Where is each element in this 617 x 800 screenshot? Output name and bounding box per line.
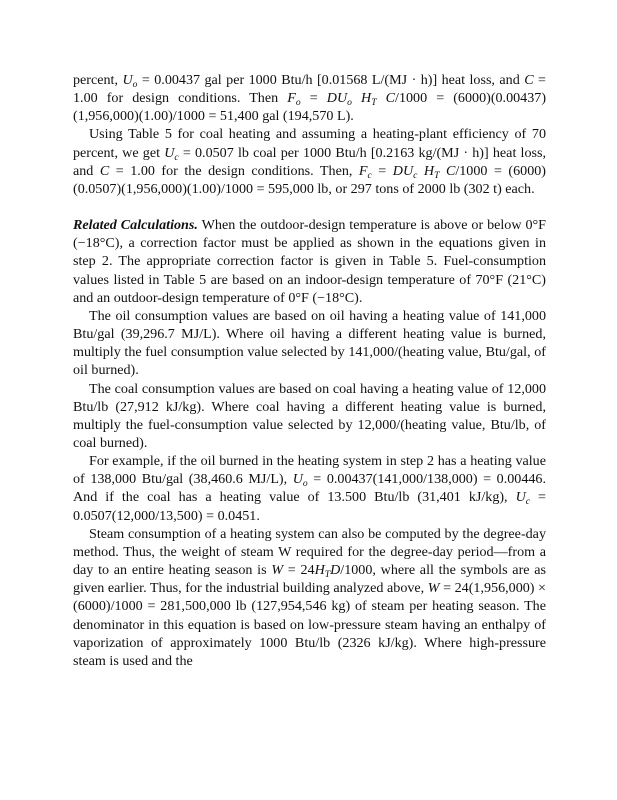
document-page: [73, 71, 546, 670]
paragraph-coal-heating: Using Table 5 for coal heating and assuming a heating-plant efficiency of 70 percent, we get $U_c = 0.0507$ lb coal per 1000 Btu/h [0.2163 kg/(MJ · h)] heat loss, and C = 1.00 for the design conditions. Then, $F_c = DU_c$ $H_T$ C/1000 = (6000)(0.0507)(1,956,000)(1.00)/1000 = 595,000 lb, or 297 tons of 2000 lb (302 t) each.: [73, 126, 546, 197]
paragraph-related-calculations: [73, 216, 546, 307]
related-calculations-text: When the outdoor-design temperature is above or below 0°F (−18°C), a correction factor must be applied as shown in the equations given in step 2. The appropriate correction factor is given in Table 5. Fuel-consumption values listed in Table 5 are based on an indoor-design temperature of 70°F (21°C) and an outdoor-design temperature of 0°F (−18°C).: [73, 217, 546, 306]
paragraph-steam-consumption: Steam consumption of a heating system can also be computed by the degree-day method. Thus, the weight of steam W required for the degree-day period—from a day to an entire heating season is $W = 24H_TD/1000$, where all the symbols are as given earlier. Thus, for the industrial building analyzed above, W = 24(1,956,000) × (6000)/1000 = 281,500,000 lb (127,954,546 kg) of steam per heating season. The denominator in this equation is based on low-pressure steam having an enthalpy of vaporization of approximately 1000 Btu/lb (2326 kJ/kg). Where high-pressure steam is used and the: [73, 525, 546, 669]
paragraph-coal-consumption: The coal consumption values are based on coal having a heating value of 12,000 Btu/lb (27,912 kJ/kg). Where coal having a different heating value is burned, multiply the fuel-consumption value selected by 12,000/(heating value, Btu/lb, of coal burned).: [73, 380, 546, 451]
paragraph-fuel-oil-result: percent, $U_o = 0.00437$ gal per 1000 Btu/h [0.01568 L/(MJ · h)] heat loss, and C = 1.00 for design conditions. Then $F_o = DU_o$ $H_T$ C/1000 = (6000)(0.00437)(1,956,000)(1.00)/1000 = 51,400 gal (194,570 L).: [73, 72, 547, 125]
paragraph-example: For example, if the oil burned in the heating system in step 2 has a heating value of 138,000 Btu/gal (38,460.6 MJ/L), $U_o = 0.00437(141,000/138,000) = 0.00446$. And if the coal has a heating value of 13.500 Btu/lb (31,401 kJ/kg), $U_c = 0.0507(12,000/13,500) = 0.0451$.: [73, 453, 546, 524]
related-calculations-heading: Related Calculations.: [73, 217, 198, 234]
paragraph-oil-consumption: The oil consumption values are based on oil having a heating value of 141,000 Btu/gal (39,296.7 MJ/L). Where oil having a different heating value is burned, multiply the fuel consumption value selected by 141,000/(heating value, Btu/gal, of oil burned).: [73, 307, 546, 379]
